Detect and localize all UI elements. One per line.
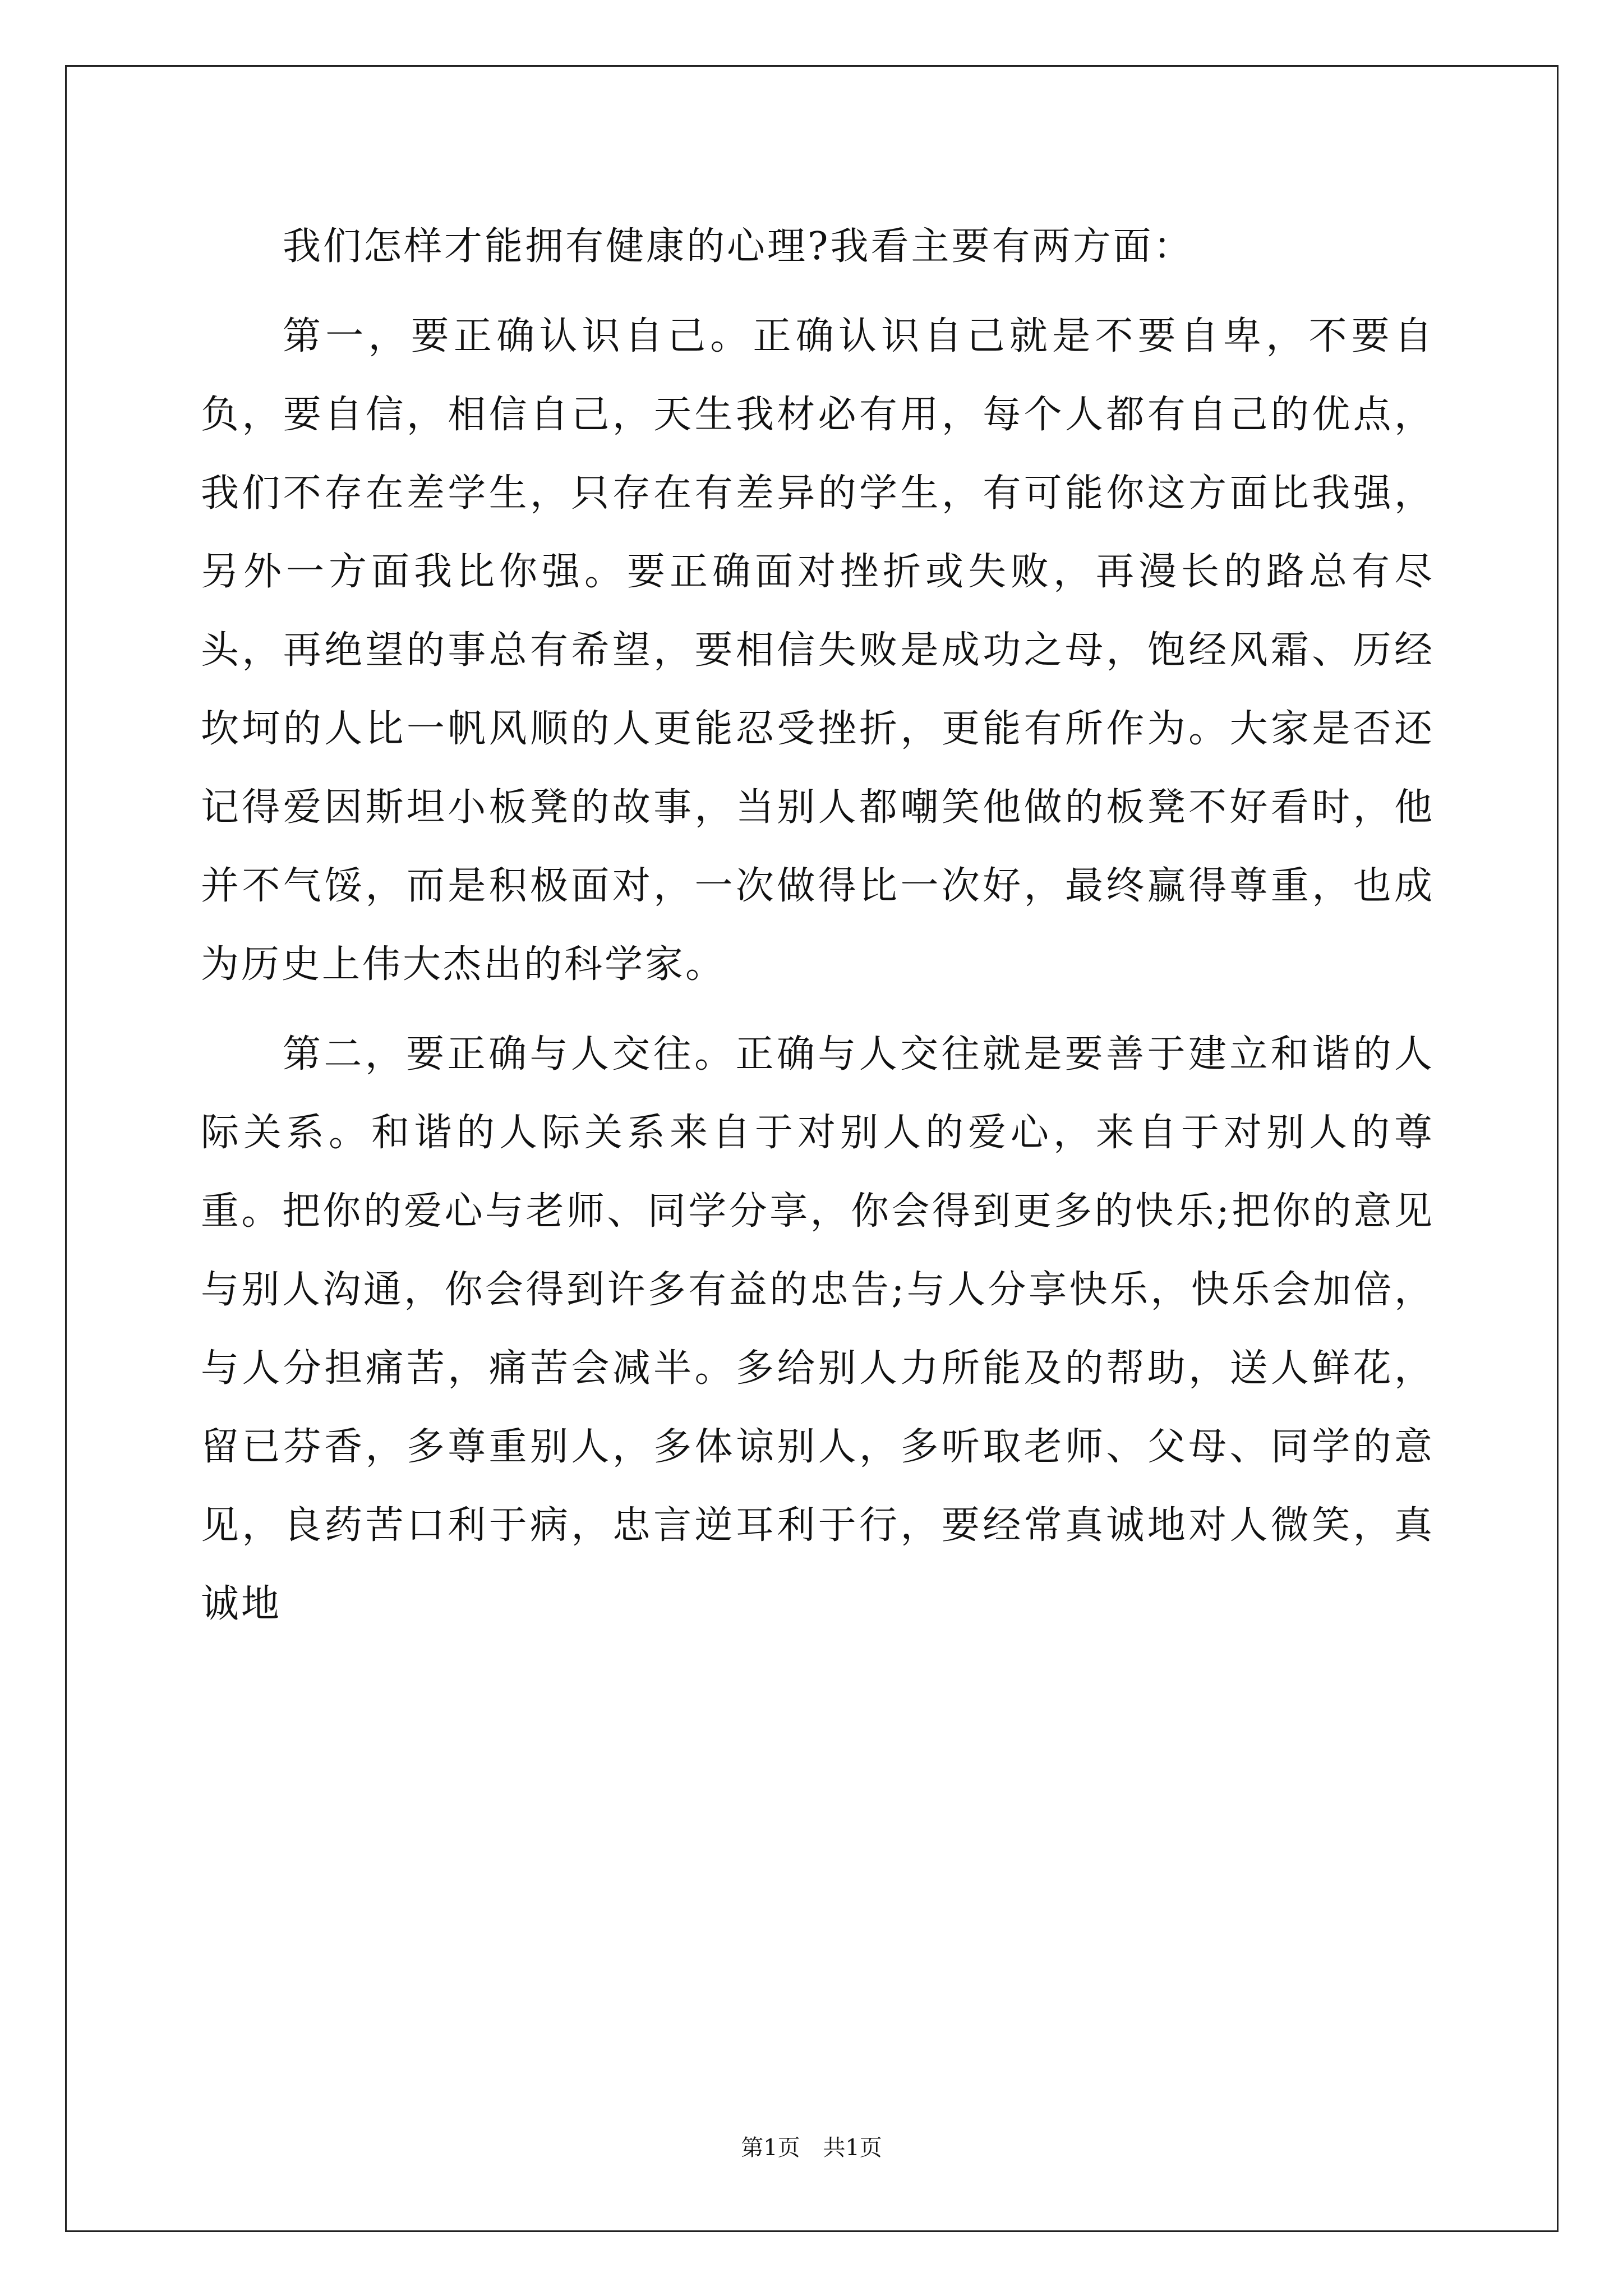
page-count: 共1页 (823, 2135, 882, 2161)
page-footer (0, 2130, 1623, 2162)
page-number: 第1页 (741, 2135, 800, 2161)
document-body (201, 208, 1435, 1644)
paragraph-first-point: 第一，要正确认识自己。正确认识自己就是不要自卑，不要自负，要自信，相信自己，天生我材必有用，每个人都有自己的优点，我们不存在差学生，只存在有差异的学生，有可能你这方面比我强，另外一方面我比你强。要正确面对挫折或失败，再漫长的路总有尽头，再绝望的事总有希望，要相信失败是成功之母，饱经风霜、历经坎坷的人比一帆风顺的人更能忍受挫折，更能有所作为。大家是否还记得爱因斯坦小板凳的故事，当别人都嘲笑他做的板凳不好看时，他并不气馁，而是积极面对，一次做得比一次好，最终赢得尊重，也成为历史上伟大杰出的科学家。 (201, 314, 1435, 987)
paragraph-second-point: 第二，要正确与人交往。正确与人交往就是要善于建立和谐的人际关系。和谐的人际关系来自于对别人的爱心，来自于对别人的尊重。把你的爱心与老师、同学分享，你会得到更多的快乐;把你的意见与别人沟通，你会得到许多有益的忠告;与人分享快乐，快乐会加倍，与人分担痛苦，痛苦会减半。多给别人力所能及的帮助，送人鲜花，留已芬香，多尊重别人，多体谅别人，多听取老师、父母、同学的意见，良药苦口利于病，忠言逆耳利于行，要经常真诚地对人微笑，真诚地 (201, 1032, 1435, 1626)
paragraph-intro: 我们怎样才能拥有健康的心理?我看主要有两方面： (283, 224, 1194, 269)
